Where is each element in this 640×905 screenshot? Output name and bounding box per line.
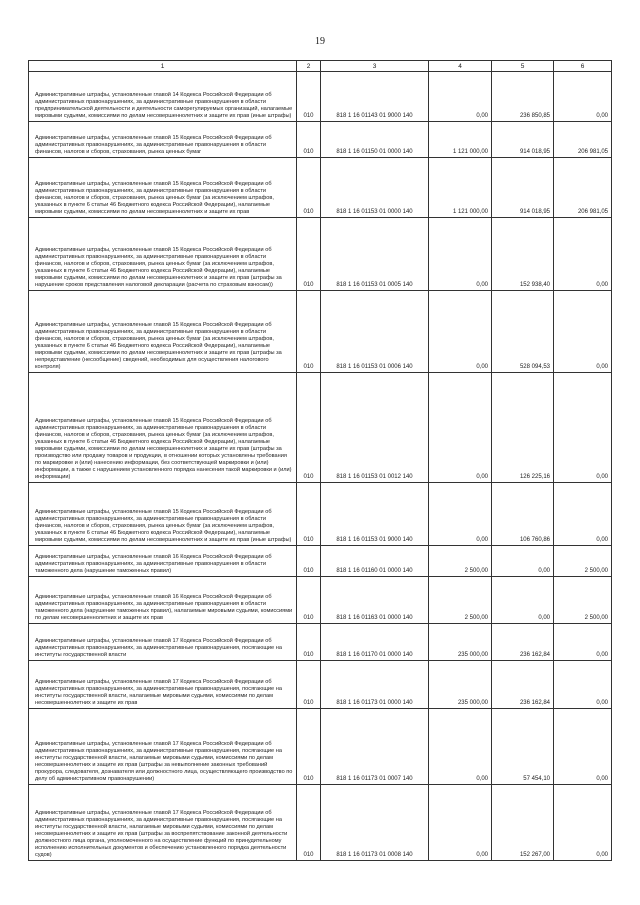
assigned-amount: 0,00 [429, 483, 492, 546]
column-header: 2 [297, 61, 321, 72]
row-description: Административные штрафы, установленные главой 16 Кодекса Российской Федерации об административных правонарушениях, за административные правонарушения в области таможенного дела (нарушение таможенных правил), налагаемые мировыми судьями, комиссиями по делам несовершеннолетних и защите их прав [29, 577, 297, 624]
line-code: 010 [297, 218, 321, 291]
revenue-table [28, 60, 612, 861]
line-code: 010 [297, 72, 321, 122]
assigned-amount: 0,00 [429, 218, 492, 291]
column-header: 6 [554, 61, 612, 72]
table-row [29, 661, 612, 709]
executed-amount: 236 162,84 [492, 661, 554, 709]
row-description: Административные штрафы, установленные главой 17 Кодекса Российской Федерации об административных правонарушениях, за административные правонарушения, посягающие на институты государственной власти, налагаемые мировыми судьями, комиссиями по делам несовершеннолетних и защите их прав [29, 661, 297, 709]
assigned-amount: 1 121 000,00 [429, 122, 492, 158]
row-description: Административные штрафы, установленные главой 17 Кодекса Российской Федерации об административных правонарушениях, за административные правонарушения, посягающие на институты государственной власти, налагаемые мировыми судьями, комиссиями по делам несовершеннолетних и защите их прав (штрафы за невыполнение законных требований прокурора, следователя, дознавателя или должностного лица, осуществляющего производство по делу об административном правонарушении) [29, 709, 297, 785]
row-description: Административные штрафы, установленные главой 17 Кодекса Российской Федерации об административных правонарушениях, за административные правонарушения, посягающие на институты государственной власти [29, 624, 297, 661]
executed-amount: 528 094,53 [492, 291, 554, 373]
assigned-amount: 235 000,00 [429, 624, 492, 661]
executed-amount: 236 850,85 [492, 72, 554, 122]
kbk-code: 818 1 16 01143 01 9000 140 [321, 72, 429, 122]
unexecuted-amount: 206 981,05 [554, 122, 612, 158]
kbk-code: 818 1 16 01153 01 0012 140 [321, 373, 429, 483]
row-description: Административные штрафы, установленные главой 14 Кодекса Российской Федерации об административных правонарушениях, за административные правонарушения в области предпринимательской деятельности и деятельности саморегулируемых организаций, налагаемые мировыми судьями, комиссиями по делам несовершеннолетних и защите их прав (иные штрафы) [29, 72, 297, 122]
assigned-amount: 0,00 [429, 709, 492, 785]
line-code: 010 [297, 661, 321, 709]
kbk-code: 818 1 16 01173 01 0007 140 [321, 709, 429, 785]
table-row [29, 291, 612, 373]
unexecuted-amount: 0,00 [554, 785, 612, 861]
row-description: Административные штрафы, установленные главой 17 Кодекса Российской Федерации об административных правонарушениях, за административные правонарушения, посягающие на институты государственной власти, налагаемые мировыми судьями, комиссиями по делам несовершеннолетних и защите их прав (штрафы за воспрепятствование законной деятельности должностного лица органа, уполномоченного на осуществление функций по принудительному исполнению исполнительных документов и обеспечению установленного порядка деятельности судов) [29, 785, 297, 861]
unexecuted-amount: 0,00 [554, 483, 612, 546]
unexecuted-amount: 0,00 [554, 661, 612, 709]
line-code: 010 [297, 158, 321, 218]
unexecuted-amount: 0,00 [554, 624, 612, 661]
executed-amount: 0,00 [492, 546, 554, 577]
unexecuted-amount: 206 981,05 [554, 158, 612, 218]
row-description: Административные штрафы, установленные главой 15 Кодекса Российской Федерации об административных правонарушениях, за административные правонарушения в области финансов, налогов и сборов, страхования, рынка ценных бумаг [29, 122, 297, 158]
line-code: 010 [297, 785, 321, 861]
unexecuted-amount: 0,00 [554, 72, 612, 122]
line-code: 010 [297, 624, 321, 661]
kbk-code: 818 1 16 01153 01 0000 140 [321, 158, 429, 218]
column-header: 1 [29, 61, 297, 72]
assigned-amount: 1 121 000,00 [429, 158, 492, 218]
line-code: 010 [297, 483, 321, 546]
unexecuted-amount: 0,00 [554, 218, 612, 291]
kbk-code: 818 1 16 01160 01 0000 140 [321, 546, 429, 577]
executed-amount: 126 225,16 [492, 373, 554, 483]
unexecuted-amount: 2 500,00 [554, 577, 612, 624]
executed-amount: 57 454,10 [492, 709, 554, 785]
unexecuted-amount: 0,00 [554, 373, 612, 483]
line-code: 010 [297, 577, 321, 624]
line-code: 010 [297, 373, 321, 483]
executed-amount: 0,00 [492, 577, 554, 624]
table-row [29, 546, 612, 577]
row-description: Административные штрафы, установленные главой 15 Кодекса Российской Федерации об административных правонарушениях, за административные правонарушения в области финансов, налогов и сборов, страхования, рынка ценных бумаг (за исключением штрафов, указанных в пункте 6 статьи 46 Бюджетного кодекса Российской Федерации), налагаемые мировыми судьями, комиссиями по делам несовершеннолетних и защите их прав (штрафы за производство или продажу товаров и продукции, в отношении которых установлены требования по маркировке и (или) нанесению информации, без соответствующей маркировки и (или) информации, а также с нарушением установленного порядка нанесения такой маркировки и (или) информации) [29, 373, 297, 483]
row-description: Административные штрафы, установленные главой 15 Кодекса Российской Федерации об административных правонарушениях, за административные правонарушения в области финансов, налогов и сборов, страхования, рынка ценных бумаг (за исключением штрафов, указанных в пункте 6 статьи 46 Бюджетного кодекса Российской Федерации), налагаемые мировыми судьями, комиссиями по делам несовершеннолетних и защите их прав (штрафы за непредставление (несообщение) сведений, необходимых для осуществления налогового контроля) [29, 291, 297, 373]
kbk-code: 818 1 16 01163 01 0000 140 [321, 577, 429, 624]
kbk-code: 818 1 16 01153 01 0006 140 [321, 291, 429, 373]
assigned-amount: 0,00 [429, 291, 492, 373]
executed-amount: 106 760,86 [492, 483, 554, 546]
assigned-amount: 2 500,00 [429, 546, 492, 577]
row-description: Административные штрафы, установленные главой 15 Кодекса Российской Федерации об административных правонарушениях, за административные правонарушения в области финансов, налогов и сборов, страхования, рынка ценных бумаг (за исключением штрафов, указанных в пункте 6 статьи 46 Бюджетного кодекса Российской Федерации), налагаемые мировыми судьями, комиссиями по делам несовершеннолетних и защите их прав [29, 158, 297, 218]
kbk-code: 818 1 16 01173 01 0000 140 [321, 661, 429, 709]
kbk-code: 818 1 16 01170 01 0000 140 [321, 624, 429, 661]
table-row [29, 373, 612, 483]
unexecuted-amount: 2 500,00 [554, 546, 612, 577]
executed-amount: 914 018,95 [492, 122, 554, 158]
table-row [29, 122, 612, 158]
row-description: Административные штрафы, установленные главой 15 Кодекса Российской Федерации об административных правонарушениях, за административные правонарушения в области финансов, налогов и сборов, страхования, рынка ценных бумаг (за исключением штрафов, указанных в пункте 6 статьи 46 Бюджетного кодекса Российской Федерации), налагаемые мировыми судьями, комиссиями по делам несовершеннолетних и защите их прав (штрафы за нарушение сроков представления налоговой декларации (расчета по страховым взносам)) [29, 218, 297, 291]
line-code: 010 [297, 546, 321, 577]
column-header: 5 [492, 61, 554, 72]
row-description: Административные штрафы, установленные главой 15 Кодекса Российской Федерации об административных правонарушениях, за административные правонарушения в области финансов, налогов и сборов, страхования, рынка ценных бумаг (за исключением штрафов, указанных в пункте 6 статьи 46 Бюджетного кодекса Российской Федерации), налагаемые мировыми судьями, комиссиями по делам несовершеннолетних и защите их прав (иные штрафы) [29, 483, 297, 546]
line-code: 010 [297, 122, 321, 158]
table-row [29, 158, 612, 218]
executed-amount: 236 162,84 [492, 624, 554, 661]
assigned-amount: 2 500,00 [429, 577, 492, 624]
row-description: Административные штрафы, установленные главой 16 Кодекса Российской Федерации об административных правонарушениях, за административные правонарушения в области таможенного дела (нарушение таможенных правил) [29, 546, 297, 577]
table-row [29, 218, 612, 291]
executed-amount: 152 267,00 [492, 785, 554, 861]
table-row [29, 577, 612, 624]
unexecuted-amount: 0,00 [554, 709, 612, 785]
table-row [29, 709, 612, 785]
table-row [29, 785, 612, 861]
table-row [29, 483, 612, 546]
column-header: 3 [321, 61, 429, 72]
assigned-amount: 0,00 [429, 72, 492, 122]
table-row [29, 72, 612, 122]
unexecuted-amount: 0,00 [554, 291, 612, 373]
kbk-code: 818 1 16 01153 01 0005 140 [321, 218, 429, 291]
assigned-amount: 0,00 [429, 785, 492, 861]
kbk-code: 818 1 16 01153 01 9000 140 [321, 483, 429, 546]
column-number-row [29, 61, 612, 72]
line-code: 010 [297, 291, 321, 373]
table-row [29, 624, 612, 661]
line-code: 010 [297, 709, 321, 785]
kbk-code: 818 1 16 01173 01 0008 140 [321, 785, 429, 861]
assigned-amount: 0,00 [429, 373, 492, 483]
column-header: 4 [429, 61, 492, 72]
kbk-code: 818 1 16 01150 01 0000 140 [321, 122, 429, 158]
executed-amount: 152 938,40 [492, 218, 554, 291]
assigned-amount: 235 000,00 [429, 661, 492, 709]
page-number: 19 [315, 36, 325, 47]
executed-amount: 914 018,95 [492, 158, 554, 218]
